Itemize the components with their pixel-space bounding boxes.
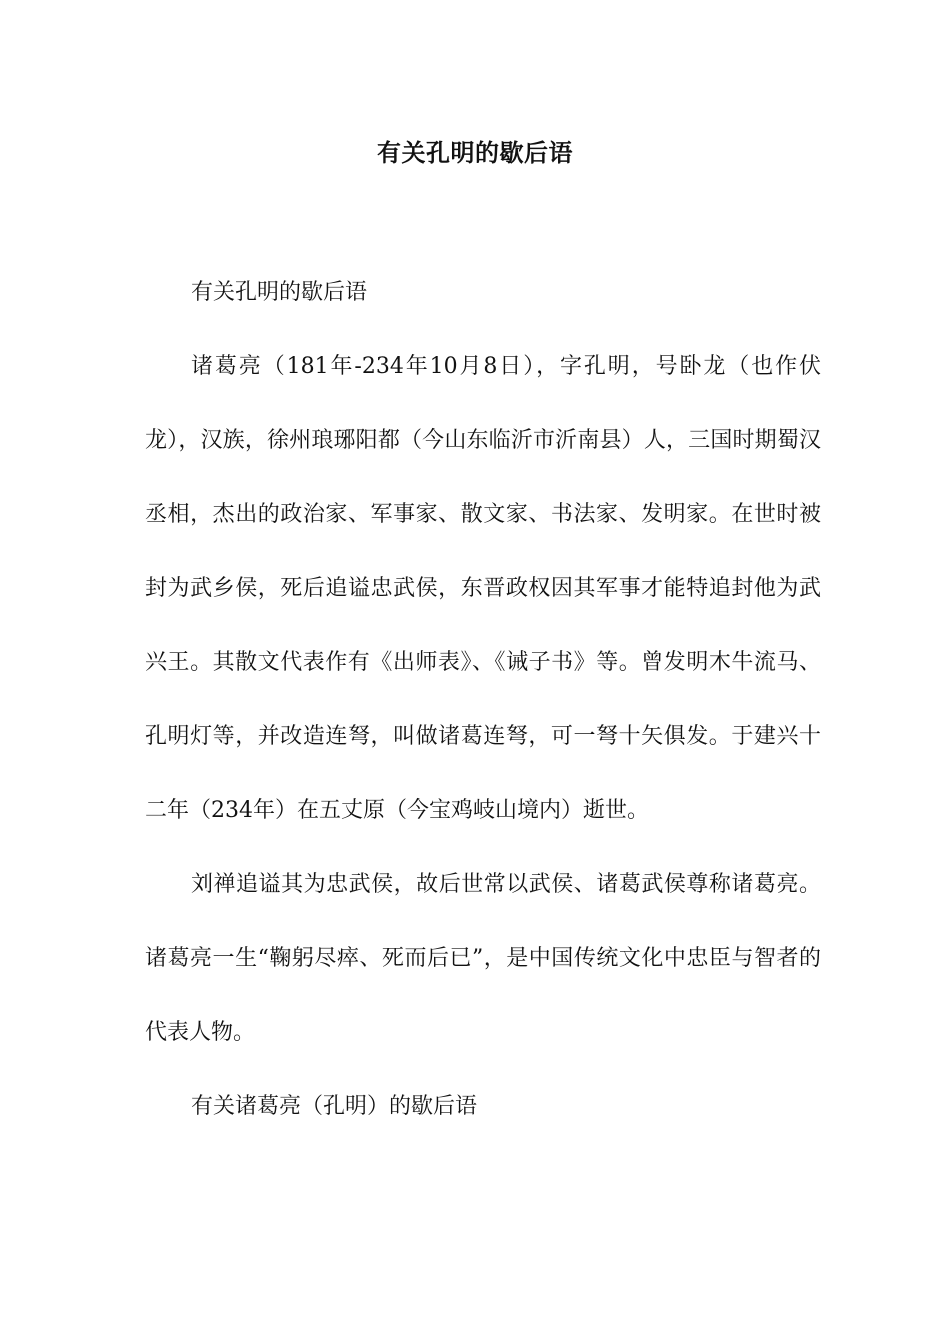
document-title: 有关孔明的歇后语	[377, 138, 573, 167]
paragraph-heading: 有关孔明的歇后语	[191, 280, 368, 305]
paragraph-posthumous-title: 刘禅追谥其为忠武侯，故后世常以武侯、诸葛武侯尊称诸葛亮。诸葛亮一生“鞠躬尽瘁、死而后已”，是中国传统文化中忠臣与智者的代表人物。	[145, 872, 821, 1045]
paragraph-subheading: 有关诸葛亮（孔明）的歇后语	[191, 1094, 478, 1119]
document-body	[145, 256, 821, 1144]
paragraph-biography: 诸葛亮（181年-234年10月8日），字孔明，号卧龙（也作伏龙），汉族，徐州琅琊阳都（今山东临沂市沂南县）人，三国时期蜀汉丞相，杰出的政治家、军事家、散文家、书法家、发明家。在世时被封为武乡侯，死后追谥忠武侯，东晋政权因其军事才能特追封他为武兴王。其散文代表作有《出师表》、《诫子书》等。曾发明木牛流马、孔明灯等，并改造连弩，叫做诸葛连弩，可一弩十矢俱发。于建兴十二年（234年）在五丈原（今宝鸡岐山境内）逝世。	[145, 354, 821, 823]
